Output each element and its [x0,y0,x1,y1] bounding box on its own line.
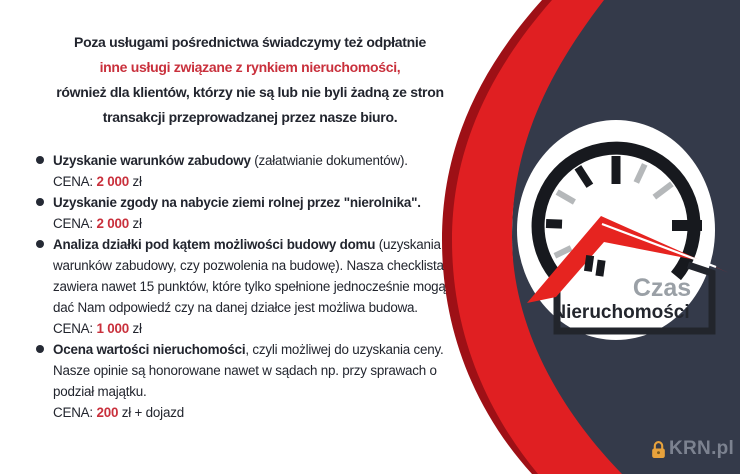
service-detail: , czyli możliwej do uzyskania ceny. Nasze opinie są honorowane nawet w sądach np. przy sprawach o podział majątku. [53,342,444,399]
service-item [36,192,470,234]
service-list [36,150,470,423]
service-description [53,339,470,402]
service-title: Ocena wartości nieruchomości [53,342,246,357]
service-detail: (uzyskania warunków zabudowy, czy pozwolenia na budowę). Nasza checklista zawiera nawet 15 punktów, które tylko spełnione jednocześnie mogą dać Nam odpowiedź czy na danej działce jest możliwa budowa. [53,237,446,315]
service-price [53,213,421,234]
flyer-text-area [0,0,500,130]
price-suffix: zł + dojazd [121,405,184,420]
bullet-icon [36,345,44,353]
header-line-4: transakcji przeprowadzanej przez nasze biuro. [102,109,398,125]
logo-name-bottom: Nieruchomości [552,302,690,323]
padlock-icon [651,440,666,459]
header-line-2: inne usługi związane z rynkiem nieruchomości, [99,59,401,75]
service-title: Uzyskanie zgody na nabycie ziemi rolnej przez "nierolnika". [53,195,421,210]
price-suffix: zł [132,321,142,336]
price-value: 2 000 [96,216,129,231]
krn-watermark [651,438,734,460]
price-value: 2 000 [96,174,129,189]
service-item [36,339,470,423]
service-title: Analiza działki pod kątem możliwości budowy domu [53,237,376,252]
service-text [53,339,470,423]
price-label: CENA: [53,321,93,336]
price-suffix: zł [132,216,142,231]
price-value: 1 000 [96,321,129,336]
service-description [53,234,470,318]
service-price [53,318,470,339]
price-value: 200 [96,405,119,420]
price-suffix: zł [132,174,142,189]
header-paragraph [12,30,488,130]
price-label: CENA: [53,174,93,189]
service-title: Uzyskanie warunków zabudowy [53,153,251,168]
header-line-3: również dla klientów, którzy nie są lub nie byli żadną ze stron [56,84,444,100]
service-text [53,150,408,192]
service-price [53,402,470,423]
service-item [36,234,470,339]
service-text [53,192,421,234]
service-detail: (załatwianie dokumentów). [250,153,408,168]
header-line-1: Poza usługami pośrednictwa świadczymy też odpłatnie [74,34,426,50]
watermark-label: KRN.pl [669,438,735,459]
logo-name-top: Czas [632,274,692,302]
service-description [53,150,408,171]
service-price [53,171,408,192]
service-description [53,192,421,213]
service-item [36,150,470,192]
bullet-icon [36,156,44,164]
price-label: CENA: [53,216,93,231]
bullet-icon [36,240,44,248]
price-label: CENA: [53,405,93,420]
bullet-icon [36,198,44,206]
service-text [53,234,470,339]
